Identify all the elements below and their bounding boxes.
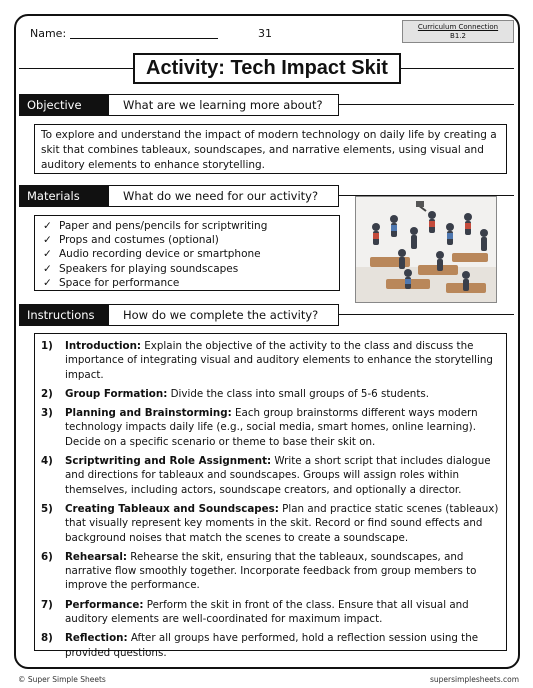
material-label: Space for performance [59,276,180,289]
title-rule-left [19,68,133,69]
list-item [43,233,331,247]
materials-list [43,219,331,290]
material-label: Audio recording device or smartphone [59,248,261,261]
curriculum-code: B1.2 [450,32,466,40]
objective-question: What are we learning more about? [109,94,339,116]
materials-tag: Materials [19,185,109,207]
list-item [43,247,331,261]
list-item [41,387,500,401]
curriculum-connection-box [402,20,514,43]
materials-header [19,185,339,207]
step-text: After all groups have performed, hold a reflection session using the provided questions. [65,632,479,659]
check-icon: ✓ [43,276,52,289]
check-icon: ✓ [43,262,52,275]
list-item [43,219,331,233]
step-heading: Performance: [65,598,144,611]
step-heading: Planning and Brainstorming: [65,407,232,420]
step-heading: Group Formation: [65,387,168,400]
list-item [41,454,500,497]
step-text: Rehearse the skit, ensuring that the tableaux, soundscapes, and narrative flow smoothly together. Incorporate feedback from group members to improve the performance. [65,550,477,592]
list-item [43,276,331,290]
step-text: Divide the class into small groups of 5-6 students. [167,387,430,400]
step-text: Explain the objective of the activity to the class and discuss the importance of integrating visual and auditory elements to enhance the storytelling impact. [65,340,493,381]
material-label: Paper and pens/pencils for scriptwriting [59,220,268,232]
title-rule-right [401,68,514,69]
check-icon: ✓ [43,248,52,261]
list-item [41,406,500,449]
step-number: 8) [41,632,53,645]
check-icon: ✓ [43,220,52,232]
step-number: 1) [41,340,53,352]
material-label: Speakers for playing soundscapes [59,262,239,275]
name-line[interactable] [70,38,218,39]
list-item [41,598,500,627]
footer-website[interactable]: supersimplesheets.com [429,675,519,684]
list-item [41,339,500,382]
check-icon: ✓ [43,234,52,247]
step-number: 2) [41,387,53,400]
step-heading: Introduction: [65,340,142,352]
classroom-illustration [355,196,497,303]
objective-text: To explore and understand the impact of modern technology on daily life by creating a skit that combines tableaux, soundscapes, and narrative elements, using visual and auditory elements to enhance storytelling. [34,124,507,174]
list-item [41,550,500,593]
page-title: Activity: Tech Impact Skit [133,53,401,84]
footer-copyright: © Super Simple Sheets [18,675,106,684]
step-heading: Creating Tableaux and Soundscapes: [65,502,279,515]
page-number: 31 [258,27,272,40]
step-number: 4) [41,455,53,468]
instructions-tag: Instructions [19,304,109,326]
list-item [43,262,331,276]
list-item [41,631,500,660]
step-text: Each group brainstorms different ways modern technology impacts daily life (e.g., social media, smart homes, online learning). Decide on a specific scenario or theme to base their skit on. [65,407,478,448]
objective-tag: Objective [19,94,109,116]
list-item [41,502,500,545]
step-heading: Rehearsal: [65,550,127,563]
curriculum-title: Curriculum Connection [417,23,499,31]
classroom-scene-icon [356,197,497,303]
objective-header [19,94,339,116]
step-number: 6) [41,550,53,563]
materials-question: What do we need for our activity? [109,185,339,207]
step-text: Perform the skit in front of the class. Ensure that all visual and auditory elements are well-coordinated for maximum impact. [65,598,469,626]
step-text: Plan and practice static scenes (tableaux) that visually represent key moments in the skit. Record or find sound effects and background noises that match the scenes to create a soundscape. [65,502,499,544]
name-label: Name: [30,27,67,40]
instructions-question: How do we complete the activity? [109,304,339,326]
name-field[interactable] [30,27,218,40]
step-number: 3) [41,407,53,420]
step-number: 5) [41,502,53,515]
instructions-box [34,333,507,659]
step-heading: Reflection: [65,632,128,645]
step-text: Write a short script that includes dialogue and directions for tableaux and soundscapes. Groups will assign roles within themselves, including actors, soundscape creators, and optionally a director. [65,455,491,496]
materials-box [34,215,340,291]
step-heading: Scriptwriting and Role Assignment: [65,455,272,468]
step-number: 7) [41,598,53,611]
material-label: Props and costumes (optional) [59,234,219,247]
instructions-header [19,304,339,326]
